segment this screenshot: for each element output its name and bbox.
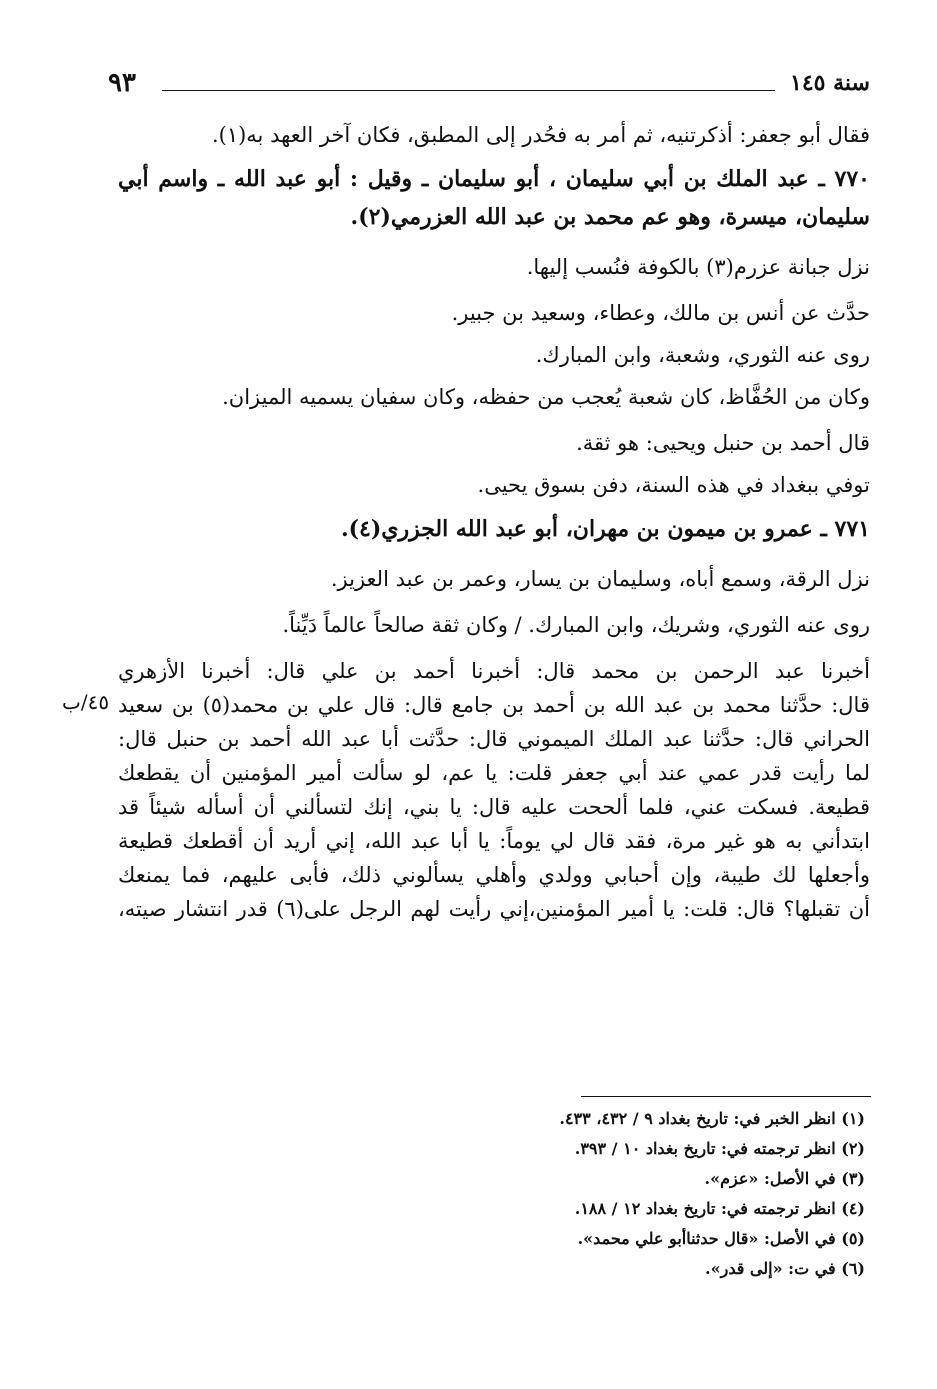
page-header [100, 66, 870, 106]
entry-heading-line: سليمان، ميسرة، وهو عم محمد بن عبد الله العزرمي(٢). [350, 204, 870, 230]
text-line: نزل جبانة عزرم(٣) بالكوفة فنُسب إليها. [526, 255, 870, 279]
entry-heading-line: ٧٧١ ـ عمرو بن ميمون بن مهران، أبو عبد الله الجزري(٤). [340, 516, 870, 542]
paragraph-line: لما رأيت قدر عمي عند أبي جعفر قلت: يا عم، لو سألت أمير المؤمنين أن يقطعك [118, 761, 870, 785]
footnote: (٦) في ت: «إلى قدر». [705, 1259, 865, 1278]
text-line: توفي ببغداد في هذه السنة، دفن بسوق يحيى. [477, 473, 870, 497]
entry-heading-line: ٧٧٠ ـ عبد الملك بن أبي سليمان ، أبو سليمان ـ وقيل : أبو عبد الله ـ واسم أبي [118, 166, 870, 192]
text-line: نزل الرقة، وسمع أباه، وسليمان بن يسار، وعمر بن عبد العزيز. [330, 567, 870, 591]
text-line: فقال أبو جعفر: أذكرتنيه، ثم أمر به فحُدر إلى المطبق، فكان آخر العهد به(١). [211, 123, 870, 147]
footnote: (٤) انظر ترجمته في: تاريخ بغداد ١٢ / ١٨٨. [574, 1199, 865, 1218]
footnote: (٣) في الأصل: «عزم». [704, 1169, 865, 1188]
footnote: (٥) في الأصل: «قال حدثناأبو علي محمد». [577, 1229, 865, 1248]
paragraph-line: قال: حدَّثنا محمد بن عبد الله بن أحمد بن جامع قال: قال علي بن محمد(٥) بن سعيد [118, 693, 870, 717]
margin-folio-reference: ٤٥/ب [62, 690, 110, 714]
header-rule [162, 90, 775, 91]
page-number: ٩٣ [108, 68, 136, 98]
paragraph-line: وأجعلها لك طيبة، وإن أحبابي وولدي وأهلي يسألوني ذلك، فأبى عليهم، فما يمنعك [118, 863, 870, 887]
text-line: وكان من الحُفَّاظ، كان شعبة يُعجب من حفظه، وكان سفيان يسميه الميزان. [222, 385, 870, 409]
paragraph-line: قطيعة. فسكت عني، فلما ألححت عليه قال: يا بني، إنك لتسألني أن أسأله شيئاً قد [118, 795, 870, 819]
text-line: حدَّث عن أنس بن مالك، وعطاء، وسعيد بن جبير. [451, 301, 870, 325]
footnote: (١) انظر الخبر في: تاريخ بغداد ٩ / ٤٣٢، ٤٣٣. [559, 1109, 865, 1128]
biography-entry-770 [118, 160, 870, 236]
footnotes [165, 1104, 865, 1284]
main-text [118, 118, 870, 926]
running-head: سنة ١٤٥ [790, 70, 870, 96]
biography-entry-771 [118, 510, 870, 548]
paragraph [118, 654, 870, 926]
paragraph-line: الحراني قال: حدَّثنا عبد الملك الميموني قال: حدَّثت أبا عبد الله أحمد بن حنبل قال: [118, 727, 870, 751]
text-line: روى عنه الثوري، وشعبة، وابن المبارك. [535, 343, 870, 367]
footnote-rule [581, 1096, 871, 1097]
paragraph-line: أخبرنا عبد الرحمن بن محمد قال: أخبرنا أحمد بن علي قال: أخبرنا الأزهري [118, 659, 870, 683]
paragraph-line: أن تقبلها؟ قال: قلت: يا أمير المؤمنين،إني رأيت لهم الرجل على(٦) قدر انتشار صيته، [118, 897, 870, 921]
paragraph-line: ابتدأني به هو غير مرة، فقد قال لي يوماً: يا أبا عبد الله، إني أريد أن أقطعك قطيعة [118, 829, 870, 853]
footnote: (٢) انظر ترجمته في: تاريخ بغداد ١٠ / ٣٩٣. [574, 1139, 865, 1158]
text-line: روى عنه الثوري، وشريك، وابن المبارك. / وكان ثقة صالحاً عالماً دَيِّناً. [282, 613, 870, 637]
text-line: قال أحمد بن حنبل ويحيى: هو ثقة. [576, 431, 870, 455]
